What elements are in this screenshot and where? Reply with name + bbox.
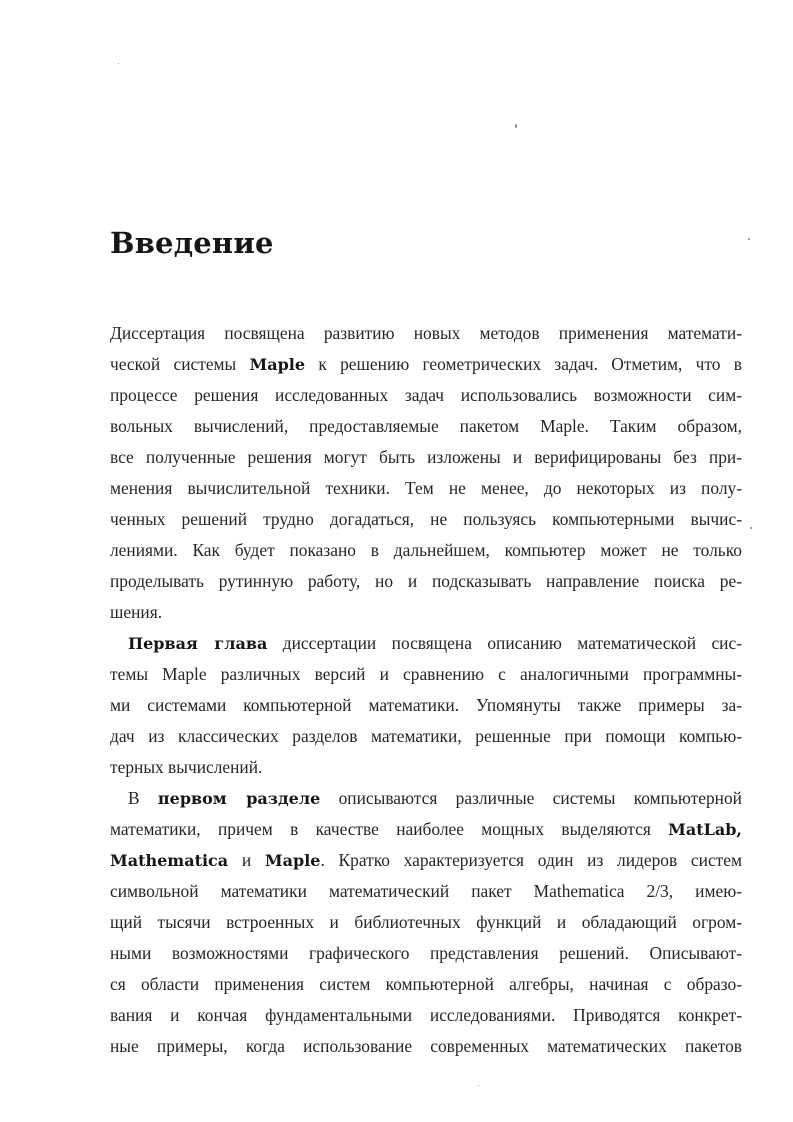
text-line: ными возможностями графического представления решений. Описывают- [110,943,742,963]
text-line: ные примеры, когда использование современных математических пакетов [110,1036,742,1056]
text-line: В первом разделе описываются различные системы компьютерной [128,788,742,808]
text-line: вольных вычислений, предоставляемые пакетом Maple. Таким образом, [110,416,742,436]
text-line: процессе решения исследованных задач использовались возможности сим- [110,385,742,405]
text-line: проделывать рутинную работу, но и подсказывать направление поиска ре- [110,571,742,591]
bold-term: Mathematica [110,851,229,870]
bold-term: Первая глава [128,634,268,653]
text-line: математики, причем в качестве наиболее мощных выделяются MatLab, [110,819,742,839]
text-line: Диссертация посвящена развитию новых методов применения математи- [110,323,742,343]
scan-speck [478,1085,479,1086]
text-line: терных вычислений. [110,757,263,777]
bold-term: MatLab, [668,820,742,839]
text-line: Первая глава диссертации посвящена описанию математической сис- [128,633,742,653]
scan-speck [748,238,750,240]
text-line: ческой системы Maple к решению геометрических задач. Отметим, что в [110,354,742,374]
text-line: символьной математики математический пакет Mathematica 2/3, имею- [110,881,742,901]
body-text [110,318,742,1062]
text-line: Mathematica и Maple. Кратко характеризуется один из лидеров систем [110,850,742,870]
text-line: ми системами компьютерной математики. Упомянуты также примеры за- [110,695,742,715]
bold-term: Maple [249,355,306,374]
bold-term: Maple [264,851,321,870]
text-line: все полученные решения могут быть изложены и верифицированы без при- [110,447,742,467]
text-line: ся области применения систем компьютерной алгебры, начиная с образо- [110,974,742,994]
chapter-heading: Введение [110,226,274,260]
bold-term: первом разделе [157,789,321,808]
text-line: менения вычислительной техники. Тем не менее, до некоторых из полу- [110,478,742,498]
scan-speck [515,124,517,128]
text-line: вания и кончая фундаментальными исследованиями. Приводятся конкрет- [110,1005,742,1025]
text-line: дач из классических разделов математики, решенные при помощи компью- [110,726,742,746]
text-line: темы Maple различных версий и сравнению с аналогичными программны- [110,664,742,684]
text-line: щий тысячи встроенных и библиотечных функций и обладающий огром- [110,912,742,932]
text-line: лениями. Как будет показано в дальнейшем, компьютер может не только [110,540,742,560]
text-line: ченных решений трудно догадаться, не пользуясь компьютерными вычис- [110,509,742,529]
text-line: шения. [110,602,163,622]
scan-speck [118,63,119,64]
scan-speck [750,527,752,529]
